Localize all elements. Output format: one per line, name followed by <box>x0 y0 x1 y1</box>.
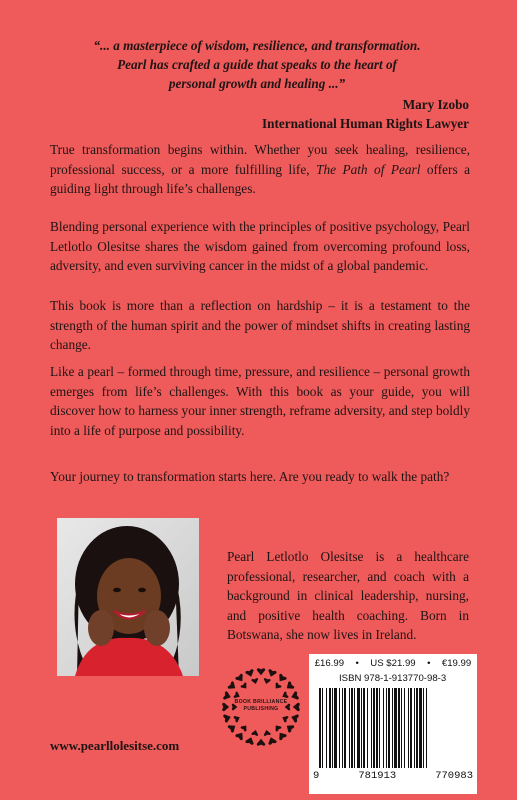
barcode-bar <box>319 688 321 768</box>
seal-heart-shape <box>284 722 295 733</box>
seal-heart-shape <box>235 730 246 741</box>
quote-line: “... a masterpiece of wisdom, resilience, and transformation. <box>93 38 421 53</box>
barcode-digits-right: 770983 <box>435 770 473 782</box>
seal-heart-shape <box>257 668 265 675</box>
barcode-bar <box>408 688 409 768</box>
description-paragraph-2: Blending personal experience with the principles of positive psychology, Pearl Letlotlo Olesitse shares the wisdom gained from overcoming profound loss, adversity, and even surviving cancer in the midst of a global pandemic. <box>50 219 470 274</box>
publisher-logo <box>219 665 303 749</box>
price-usd: US $21.99 <box>370 658 416 669</box>
paragraph-text: True transformation begins within. Whether you seek healing, resilience, professional success, or a more fulfilling life, <box>50 142 470 177</box>
barcode-bar <box>334 688 337 768</box>
quote-attribution <box>262 95 469 133</box>
seal-heart-shape <box>273 723 282 732</box>
seal-heart-shape <box>227 681 238 692</box>
barcode-bar <box>329 688 331 768</box>
barcode-bar <box>379 688 380 768</box>
seal-heart-shape <box>245 736 255 745</box>
seal-heart-shape <box>276 673 287 684</box>
barcode-bar <box>351 688 353 768</box>
seal-heart-shape <box>267 736 277 745</box>
barcode-bar <box>357 688 360 768</box>
barcode-bar <box>367 688 368 768</box>
seal-heart-shape <box>240 723 249 732</box>
description-paragraph-3: This book is more than a reflection on hardship – it is a testament to the strength of the human spirit and the power of mindset shifts in creating lasting change. <box>50 298 470 353</box>
seal-heart-shape <box>273 682 282 691</box>
barcode-bar <box>354 688 355 768</box>
barcode-bar <box>401 688 402 768</box>
barcode-bar <box>363 688 365 768</box>
barcode-bar <box>376 688 378 768</box>
barcode-panel <box>309 654 477 794</box>
seal-heart-shape <box>276 730 287 741</box>
testimonial-quote <box>52 36 462 93</box>
seal-heart-shape <box>263 729 271 736</box>
publisher-name-line1: BOOK BRILLIANCE <box>234 699 288 705</box>
barcode-bar <box>332 688 333 768</box>
barcode-bar <box>423 688 424 768</box>
isbn-text: ISBN 978-1-913770-98-3 <box>339 673 447 684</box>
barcode-bar <box>414 688 415 768</box>
barcode-bar <box>342 688 343 768</box>
barcode-bar <box>410 688 412 768</box>
author-website[interactable]: www.pearllolesitse.com <box>50 738 180 753</box>
barcode-bar <box>404 688 405 768</box>
seal-heart-shape <box>257 739 265 746</box>
quote-line: personal growth and healing ...” <box>168 76 346 91</box>
barcode-bar <box>383 688 384 768</box>
barcode-digit-lead: 9 <box>313 770 320 782</box>
barcode-bar <box>386 688 387 768</box>
barcode-bar <box>371 688 372 768</box>
barcode-bar <box>322 688 323 768</box>
barcode-bar <box>394 688 397 768</box>
seal-heart-shape <box>281 714 289 723</box>
author-photo <box>57 518 199 676</box>
seal-heart-shape <box>223 713 232 723</box>
barcode-bars <box>319 688 467 772</box>
seal-heart-shape <box>235 673 246 684</box>
seal-heart-shape <box>245 669 255 678</box>
seal-heart-shape <box>227 722 238 733</box>
barcode-bar <box>416 688 418 768</box>
barcode-bar <box>344 688 346 768</box>
barcode-bar <box>398 688 400 768</box>
barcode-bar <box>392 688 393 768</box>
seal-heart-shape <box>290 713 299 723</box>
price-gbp: £16.99 <box>314 658 345 669</box>
seal-heart-shape <box>233 714 241 723</box>
seal-heart-shape <box>284 681 295 692</box>
seal-heart-shape <box>240 682 249 691</box>
seal-heart-shape <box>267 669 277 678</box>
publisher-name-line2: PUBLISHING <box>243 706 279 712</box>
seal-heart-shape <box>251 729 259 736</box>
price-separator: • <box>355 658 359 669</box>
barcode-bar <box>361 688 362 768</box>
quote-author-title: International Human Rights Lawyer <box>262 116 469 131</box>
book-title: The Path of Pearl <box>316 161 421 177</box>
seal-heart-shape <box>263 678 271 685</box>
barcode-digits-left: 781913 <box>358 770 397 782</box>
barcode-bar <box>388 688 390 768</box>
barcode-bar <box>339 688 340 768</box>
barcode-bar <box>426 688 427 768</box>
price-eur: €19.99 <box>441 658 472 669</box>
quote-author: Mary Izobo <box>402 97 469 112</box>
barcode-digits <box>313 770 473 782</box>
paragraph-text: offers a guiding light through life’s challenges. <box>50 161 471 197</box>
price-row <box>309 658 477 669</box>
author-bio: Pearl Letlotlo Olesitse is a healthcare professional, researcher, and coach with a background in clinical leadership, nursing, and positive health coaching. Born in Botswana, she now lives in Ireland. <box>227 549 469 643</box>
barcode-bar <box>419 688 422 768</box>
description-paragraph-4: Like a pearl – formed through time, pressure, and resilience – personal growth emerges from life’s challenges. With this book as your guide, you will discover how to harness your inner strength, reframe adversity, and step boldly into a life of purpose and possibility. <box>50 364 470 438</box>
price-separator: • <box>427 658 431 669</box>
barcode-bar <box>373 688 375 768</box>
description-paragraph-5: Your journey to transformation starts here. Are you ready to walk the path? <box>50 469 450 484</box>
description-paragraph-1 <box>50 140 470 199</box>
seal-heart-shape <box>251 678 259 685</box>
quote-line: Pearl has crafted a guide that speaks to the heart of <box>117 57 397 72</box>
barcode-bar <box>326 688 327 768</box>
barcode-bar <box>349 688 350 768</box>
